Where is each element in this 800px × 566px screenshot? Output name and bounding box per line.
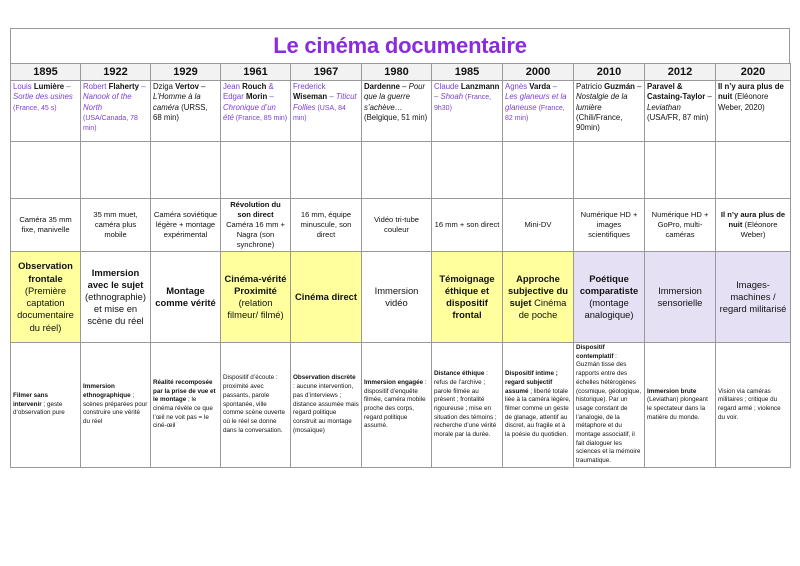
description-text: ; liberté totale liée à la caméra légère, filmer comme un geste de glanage, attentif au discret, au fragile et à la poésie du quotidien.: [505, 387, 571, 438]
film-title: Titicut Follies: [293, 92, 357, 112]
film-cell: [362, 81, 432, 142]
description-cell: [291, 343, 362, 468]
film-still: [81, 142, 151, 199]
concept-cell: [81, 252, 151, 343]
description-text: : Guzmán tisse des rapports entre des échelles hétérogènes (cosmique, géologique, historique). Par un usage constant de l’analogie, de la métaphore et du montage associatif, il fait dialoguer les sciences et la mémoire traumatique.: [576, 352, 642, 465]
film-still: [645, 142, 716, 199]
description-text: : refus de l’archive ; parole filmée au présent ; frontalité rigoureuse ; mise en situation des témoins ; recherche d’une vérité morale par la durée.: [434, 370, 497, 438]
film-separator: –: [705, 92, 712, 102]
director-first-name: Frederick: [293, 82, 326, 91]
concept-cell: [291, 252, 362, 343]
film-separator: –: [198, 82, 206, 91]
stills-row: [11, 142, 791, 199]
concept-title: Témoignage éthique et dispositif frontal: [439, 272, 495, 321]
director-name: Morin: [245, 92, 268, 102]
technology-cell: [574, 199, 645, 252]
technology-text: Vidéo tri-tube couleur: [373, 215, 420, 235]
film-title: L’Homme à la caméra: [153, 92, 201, 112]
film-meta: (URSS, 68 min): [153, 102, 208, 122]
film-still: [432, 142, 503, 199]
technology-text: Caméra soviétique légère + montage expérimental: [153, 210, 218, 240]
concept-cell: [645, 252, 716, 343]
film-separator: –: [399, 82, 409, 91]
film-title: Pour que la guerre s’achève…: [364, 82, 426, 112]
film-still: [151, 142, 221, 199]
description-cell: [362, 343, 432, 468]
year-cell: 2000: [503, 64, 574, 81]
concept-text: (ethnographie) et mise en scène du réel: [85, 290, 146, 327]
film-title: Sortie des usines: [13, 92, 73, 102]
film-separator: –: [327, 92, 336, 102]
film-still: [362, 142, 432, 199]
film-separator: –: [550, 82, 558, 91]
film-meta: (USA/Canada, 78 min): [83, 114, 138, 133]
films-row: [11, 81, 791, 142]
film-cell: [574, 81, 645, 142]
technology-cell: [221, 199, 291, 252]
concept-text: Cinéma de poche: [518, 297, 567, 321]
director-first-name: Claude: [434, 82, 461, 91]
film-still: [291, 142, 362, 199]
year-cell: 1922: [81, 64, 151, 81]
technology-cell: [11, 199, 81, 252]
film-still: [574, 142, 645, 199]
concept-title: Approche subjective du sujet: [508, 272, 568, 309]
film-separator: –: [434, 92, 441, 102]
film-cell: [716, 81, 791, 142]
film-title: Nostalgie de la lumière: [576, 92, 628, 112]
technology-text: 16 mm, équipe minuscule, son direct: [300, 210, 352, 240]
year-cell: 2010: [574, 64, 645, 81]
description-text: Vision via caméras militaires ; critique du regard armé ; violence du voir.: [718, 387, 781, 421]
director-first-name: Jean: [223, 82, 243, 91]
documentary-timeline-sheet: [10, 28, 790, 520]
technology-text: (Eléonore Weber): [740, 220, 778, 240]
description-text: (Leviathan) plongeant le spectateur dans la matière du monde.: [647, 396, 708, 421]
director-first-name: Dziga: [153, 82, 176, 91]
director-name: Il n’y aura plus de nuit: [718, 82, 784, 102]
description-cell: [81, 343, 151, 468]
concept-title: Poétique comparatiste: [579, 272, 639, 296]
film-title: Shoah: [440, 92, 464, 102]
concept-row: [11, 252, 791, 343]
concept-title: Observation frontale: [18, 260, 73, 284]
technology-text: Numérique HD + GoPro, multi-caméras: [651, 210, 709, 240]
timeline-table: [10, 63, 791, 468]
years-row: [11, 64, 791, 81]
technology-cell: [81, 199, 151, 252]
film-cell: [432, 81, 503, 142]
year-cell: 1967: [291, 64, 362, 81]
description-highlight: Dispositif intime ; regard subjectif assumé: [505, 370, 558, 395]
description-text: ; geste d’observation pure: [13, 400, 65, 417]
film-cell: [221, 81, 291, 142]
director-name: Vertov: [175, 82, 199, 91]
concept-cell: [11, 252, 81, 343]
film-still: [11, 142, 81, 199]
description-highlight: Immersion ethnographique: [83, 383, 131, 399]
film-separator: & Edgar: [223, 82, 274, 102]
film-meta: (Chili/France, 90min): [576, 112, 623, 133]
technology-text: 16 mm + son direct: [434, 220, 500, 230]
film-separator: –: [64, 82, 71, 91]
director-name: Lumière: [33, 82, 65, 91]
director-first-name: Robert: [83, 82, 109, 91]
film-meta: (France, 45 s): [13, 104, 57, 112]
technology-text: 35 mm muet, caméra plus mobile: [93, 210, 138, 240]
film-cell: [151, 81, 221, 142]
concept-title: Montage comme vérité: [155, 284, 216, 309]
description-highlight: Immersion brute: [647, 387, 697, 395]
page-title: Le cinéma documentaire: [10, 28, 790, 63]
description-highlight: Observation discrète: [293, 374, 356, 382]
film-meta: (France, 9h30): [434, 94, 492, 112]
description-cell: [574, 343, 645, 468]
year-cell: 2012: [645, 64, 716, 81]
film-title: Leviathan: [647, 102, 681, 112]
director-name: Wiseman: [293, 92, 328, 102]
description-cell: [645, 343, 716, 468]
technology-cell: [432, 199, 503, 252]
concept-title: Cinéma direct: [295, 290, 357, 302]
description-text: ; scènes préparées pour construire une vérité du réel: [83, 391, 148, 425]
director-first-name: Agnès: [505, 82, 530, 91]
concept-cell: [432, 252, 503, 343]
description-cell: [503, 343, 574, 468]
year-cell: 1929: [151, 64, 221, 81]
year-cell: 1895: [11, 64, 81, 81]
film-meta: (USA/FR, 87 min): [647, 112, 709, 122]
description-cell: [221, 343, 291, 468]
description-highlight: Immersion engagée: [364, 378, 424, 386]
film-still: [716, 142, 791, 199]
description-text: : aucune intervention, pas d’interviews ; distance assumée mais regard politique construit au montage (mosaïque): [293, 383, 359, 434]
technology-highlight: Il n’y aura plus de nuit: [720, 210, 786, 230]
film-cell: [81, 81, 151, 142]
description-cell: [716, 343, 791, 468]
technology-text: Caméra 35 mm fixe, manivelle: [19, 215, 72, 235]
technology-cell: [362, 199, 432, 252]
description-cell: [151, 343, 221, 468]
year-cell: 1985: [432, 64, 503, 81]
description-text: : dispositif d’enquête filmée, caméra mobile proche des corps, regard politique assumé.: [364, 378, 427, 430]
description-highlight: Dispositif contemplatif: [576, 344, 614, 360]
concept-cell: [503, 252, 574, 343]
film-separator: –: [634, 82, 642, 91]
concept-cell: [716, 252, 791, 343]
technology-text: Caméra 16 mm + Nagra (son synchrone): [226, 220, 285, 250]
film-separator: –: [267, 92, 274, 102]
year-cell: 1961: [221, 64, 291, 81]
technology-cell: [291, 199, 362, 252]
film-title: Les glaneurs et la glaneuse: [505, 92, 567, 112]
description-row: [11, 343, 791, 468]
director-name: Lanzmann: [460, 82, 500, 91]
film-cell: [645, 81, 716, 142]
director-name: Guzmán: [604, 82, 635, 91]
description-cell: [432, 343, 503, 468]
concept-text: Immersion sensorielle: [657, 284, 703, 309]
director-name: Dardenne: [364, 82, 400, 91]
film-meta: (France, 85 min): [233, 114, 288, 122]
concept-cell: [221, 252, 291, 343]
film-meta: (Eléonore Weber, 2020): [718, 92, 769, 112]
film-title: Nanook of the North: [83, 92, 132, 112]
film-cell: [11, 81, 81, 142]
description-cell: [11, 343, 81, 468]
technology-cell: [151, 199, 221, 252]
concept-cell: [574, 252, 645, 343]
technology-cell: [503, 199, 574, 252]
film-meta: (Belgique, 51 min): [364, 112, 428, 122]
concept-title: Cinéma-vérité Proximité: [224, 272, 287, 296]
concept-cell: [151, 252, 221, 343]
director-name: Varda: [529, 82, 551, 91]
technology-text: Numérique HD + images scientifiques: [580, 210, 638, 240]
director-name: Flaherty: [108, 82, 139, 91]
concept-title: Immersion avec le sujet: [87, 266, 144, 290]
year-cell: 1980: [362, 64, 432, 81]
director-name: Paravel & Castaing-Taylor: [647, 82, 706, 102]
concept-cell: [362, 252, 432, 343]
film-cell: [291, 81, 362, 142]
concept-text: (montage analogique): [584, 297, 634, 321]
film-separator: –: [138, 82, 146, 91]
technology-cell: [716, 199, 791, 252]
film-cell: [503, 81, 574, 142]
technology-highlight: Révolution du son direct: [230, 200, 281, 220]
technology-cell: [645, 199, 716, 252]
concept-text: Images-machines / regard militarisé: [719, 278, 787, 315]
concept-text: (relation filmeur/ filmé): [227, 297, 284, 321]
technology-row: [11, 199, 791, 252]
film-meta: (France, 82 min): [505, 104, 565, 122]
film-meta: (USA, 84 min): [293, 104, 346, 122]
concept-text: (Première captation documentaire du réel): [17, 284, 74, 333]
description-highlight: Réalité recomposée par la prise de vue et le montage: [153, 378, 216, 404]
director-name: Rouch: [242, 82, 267, 91]
film-still: [503, 142, 574, 199]
director-first-name: Patricio: [576, 82, 605, 91]
director-first-name: Louis: [13, 82, 34, 91]
film-still: [221, 142, 291, 199]
film-title: Chronique d’un été: [223, 102, 276, 122]
technology-text: Mini-DV: [524, 220, 552, 230]
description-text: ; le cinéma révèle ce que l’œil ne voit pas = le ciné-œil: [153, 396, 213, 430]
description-highlight: Filmer sans intervenir: [13, 391, 48, 408]
description-highlight: Distance éthique: [434, 370, 485, 378]
concept-text: Immersion vidéo: [374, 284, 419, 309]
year-cell: 2020: [716, 64, 791, 81]
description-text: Dispositif d’écoute : proximité avec passants, parole spontanée, ville comme scène ouverte où le réel se donne dans la conversation.: [223, 374, 285, 434]
